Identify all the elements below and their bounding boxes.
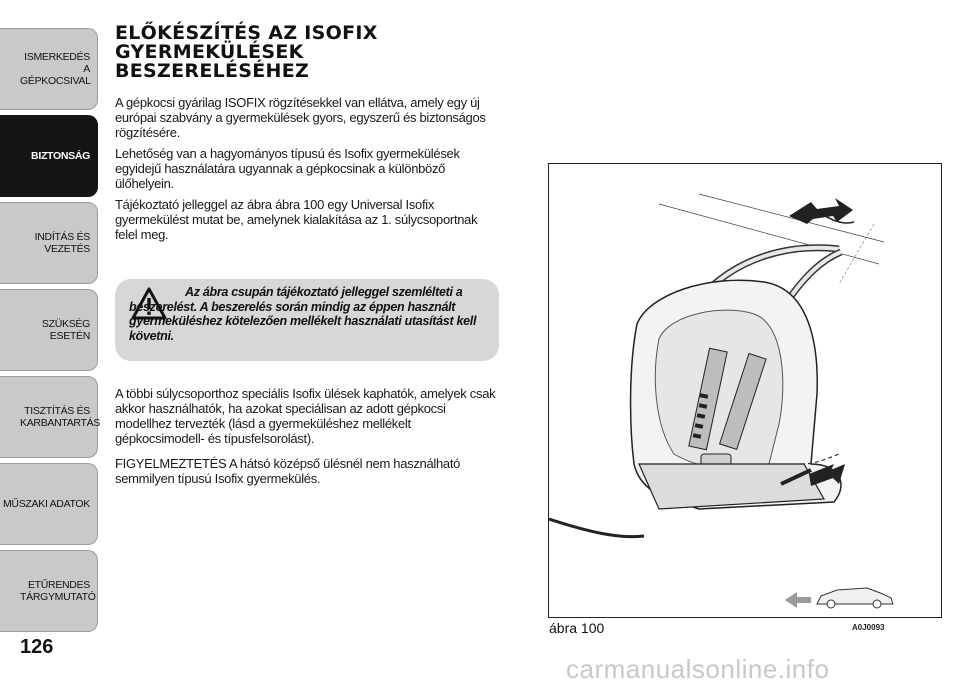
section-title <box>115 24 500 81</box>
page-number: 126 <box>20 636 54 658</box>
title-line: ELŐKÉSZÍTÉS AZ ISOFIX <box>115 22 378 44</box>
paragraph: A gépkocsi gyárilag ISOFIX rögzítésekkel van ellátva, amely egy új európai szabvány a gyermekülések gyors, egyszerű és biztonságos rögzítésére. <box>115 95 486 140</box>
paragraph: A többi súlycsoporthoz speciális Isofix ülések kaphatók, amelyek csak akkor használhatók, ha azokat speciálisan az adott gépkocsi modellhez tervezték (lásd a gyermeküléshez mellékelt gépkocsimodell- és típusfelsorolást). <box>115 386 496 446</box>
tab-inditas[interactable] <box>0 202 98 284</box>
tab-biztonsag[interactable] <box>0 115 98 197</box>
tab-tisztitas[interactable] <box>0 376 101 458</box>
figure-caption: ábra 100 <box>549 620 605 636</box>
tab-label: SZÜKSÉG ESETÉN <box>41 318 90 342</box>
title-line: BESZERELÉSÉHEZ <box>115 60 310 82</box>
watermark: carmanualsonline.info <box>566 654 830 684</box>
isofix-child-seat-illustration <box>549 164 940 616</box>
paragraph: Tájékoztató jelleggel az ábra ábra 100 egy Universal Isofix gyermekülést mutat be, amelynek kialakítása az 1. súlycsoportnak felel meg. <box>115 197 478 242</box>
paragraph: FIGYELMEZTETÉS A hátsó középső ülésnél nem használható semmilyen típusú Isofix gyermekülés. <box>115 456 461 486</box>
arrow-icon <box>785 592 811 608</box>
tab-label: BIZTONSÁG <box>31 150 90 162</box>
arrow-icon <box>789 198 853 224</box>
warning-text: Az ábra csupán tájékoztató jelleggel szemlélteti a beszerelést. A beszerelés során mindig az éppen használt gyermeküléshez kötelezően mellékelt használati utasítást kell követni. <box>129 285 477 343</box>
tab-targymutato[interactable] <box>0 550 98 632</box>
tab-label: MŰSZAKI ADATOK <box>2 498 90 510</box>
section-content-continued <box>115 386 500 486</box>
paragraph: Lehetőség van a hagyományos típusú és Isofix gyermekülések egyidejű használatára ugyannak a gépkocsinak a különböző ülőhelyein. <box>115 146 460 191</box>
figure-frame <box>548 163 942 618</box>
tab-szukseg[interactable] <box>0 289 98 371</box>
tab-label: INDÍTÁS ÉS VEZETÉS <box>34 231 90 255</box>
figure-code: A0J0093 <box>852 623 885 632</box>
tab-label: ETŰRENDES TÁRGYMUTATÓ <box>20 579 96 603</box>
tab-label: ISMERKEDÉS A GÉPKOCSIVAL <box>20 51 91 87</box>
title-line: GYERMEKÜLÉSEK <box>115 41 304 63</box>
car-direction-icon <box>817 588 893 608</box>
tab-muszaki[interactable] <box>0 463 98 545</box>
section-content <box>115 24 500 242</box>
tab-ismerkedes[interactable] <box>0 28 98 110</box>
warning-box <box>115 279 499 361</box>
tab-label: TISZTÍTÁS ÉS KARBANTARTÁS <box>20 405 101 429</box>
